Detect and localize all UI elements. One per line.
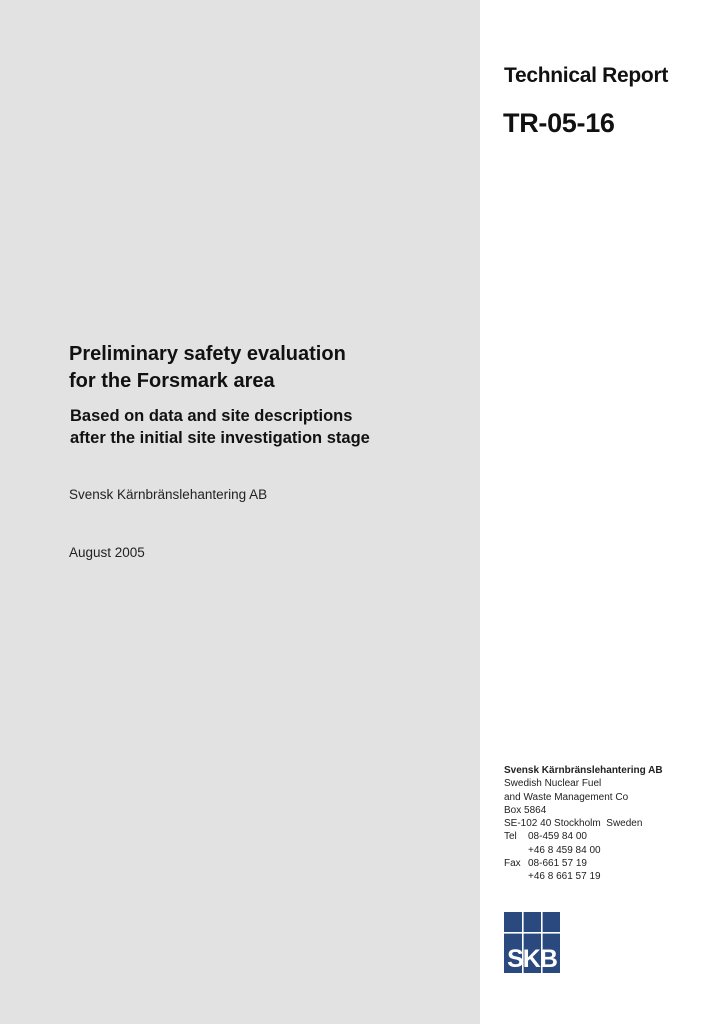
fax-number-intl: +46 8 661 57 19 (528, 871, 601, 883)
fax-number: 08-661 57 19 (528, 858, 587, 870)
report-type: Technical Report (504, 64, 669, 87)
author: Svensk Kärnbränslehantering AB (69, 487, 268, 502)
report-number: TR-05-16 (503, 108, 615, 138)
document-title (69, 341, 469, 395)
address-line: SE-102 40 Stockholm Sweden (504, 818, 643, 830)
tel-row (504, 830, 704, 843)
address-line: Swedish Nuclear Fuel (504, 778, 602, 790)
fax-row-intl (504, 870, 704, 883)
fax-label: Fax (504, 858, 521, 870)
tel-number-intl: +46 8 459 84 00 (528, 844, 601, 856)
publisher-block (504, 764, 704, 884)
fax-row (504, 857, 704, 870)
address-line: and Waste Management Co (504, 791, 629, 803)
tel-row-intl (504, 844, 704, 857)
subtitle-line-2: after the initial site investigation stage (70, 429, 370, 447)
publisher-name: Svensk Kärnbränslehantering AB (504, 765, 663, 776)
tel-number: 08-459 84 00 (528, 831, 587, 843)
title-line-2: for the Forsmark area (69, 370, 275, 392)
subtitle-line-1: Based on data and site descriptions (70, 407, 353, 425)
publication-date: August 2005 (69, 545, 145, 560)
logo-text: SKB (507, 945, 557, 973)
title-line-1: Preliminary safety evaluation (69, 343, 346, 365)
document-subtitle (70, 405, 470, 449)
address-line: Box 5864 (504, 804, 547, 816)
logo-stripe (504, 932, 560, 934)
tel-label: Tel (504, 831, 517, 843)
skb-logo (504, 912, 560, 973)
